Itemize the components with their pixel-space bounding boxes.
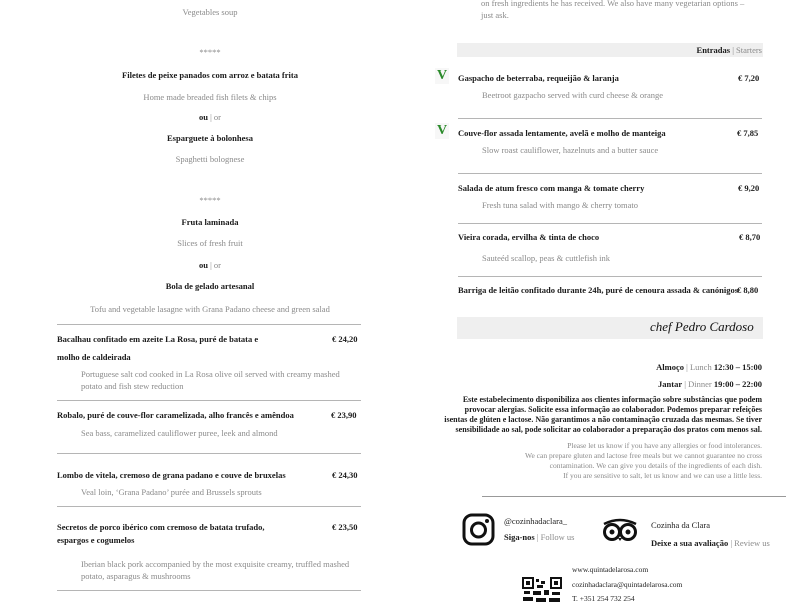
separator: *****: [199, 195, 221, 205]
divider: [57, 324, 361, 325]
dessert-pt: Fruta laminada: [181, 217, 239, 227]
review-en: | Review us: [730, 538, 770, 548]
main-pt: Lombo de vitela, cremoso de grana padano e couve de bruxelas: [57, 470, 286, 480]
starter-pt: Gaspacho de beterraba, requeijão & laranja: [458, 73, 619, 83]
main-price: € 23,90: [331, 410, 357, 420]
starter-en: Fresh tuna salad with mango & cherry tomato: [482, 200, 639, 210]
intro-text: just ask.: [481, 10, 509, 20]
allergy-line: Este estabelecimento disponibiliza aos clientes informação sobre substâncias que podem: [462, 395, 762, 404]
intro-text: on fresh ingredients he has received. We also have many vegetarian options –: [481, 0, 745, 8]
dish-en: Home made breaded fish filets & chips: [143, 92, 277, 102]
main-en: Veal loin, ‘Grana Padano’ purée and Brussels sprouts: [81, 487, 262, 497]
section-title-en: | Starters: [732, 45, 762, 55]
allergy-line: Please let us know if you have any allergies or food intolerances.: [567, 441, 762, 450]
main-price: € 24,20: [332, 334, 358, 344]
review-pt: Deixe a sua avaliação: [651, 538, 729, 548]
dessert-en: Slices of fresh fruit: [177, 238, 243, 248]
starter-price: € 7,85: [737, 128, 759, 138]
follow-pt: Siga-nos: [504, 532, 535, 542]
tofu-en: Tofu and vegetable lasagne with Grana Padano cheese and green salad: [90, 304, 330, 314]
lunch-time: 12:30 – 15:00: [713, 362, 762, 372]
dish-pt: Filetes de peixe panados com arroz e batata frita: [122, 70, 298, 80]
divider: [458, 173, 762, 174]
or: | or: [210, 112, 222, 122]
soup-en: Vegetables soup: [182, 7, 238, 17]
allergy-notice-pt: [444, 395, 762, 435]
dinner-en: | Dinner: [684, 379, 712, 389]
allergy-line: sensibilidade ao sal, pode solicitar ao colaborador a preparação dos pratos com menos sal.: [455, 425, 762, 434]
tripadvisor-owl-icon[interactable]: [602, 518, 638, 542]
email-link[interactable]: cozinhadaclara@quintadelarosa.com: [572, 580, 683, 589]
starter-price: € 8,80: [737, 285, 759, 295]
divider: [458, 276, 762, 277]
main-pt: espargos e cogumelos: [57, 535, 135, 545]
starter-pt: Salada de atum fresco com manga & tomate cherry: [458, 183, 645, 193]
main-pt: Secretos de porco ibérico com cremoso de batata trufado,: [57, 522, 265, 532]
main-price: € 23,50: [332, 522, 358, 532]
starter-price: € 7,20: [738, 73, 760, 83]
chef-name: chef Pedro Cardoso: [650, 319, 754, 334]
vegetarian-icon: V: [436, 123, 448, 138]
allergy-line: provocar alergias. Solicite essa informação ao colaborador. Podemos preparar refeições: [464, 405, 762, 414]
instagram-handle[interactable]: @cozinhadaclara_: [504, 516, 568, 526]
main-en: Iberian black pork accompanied by the most exquisite creamy, truffled mashed: [81, 559, 350, 569]
dinner-hours: [658, 379, 762, 389]
starter-pt: Couve-flor assada lentamente, avelã e molho de manteiga: [458, 128, 666, 138]
section-title-pt: Entradas: [696, 45, 731, 55]
divider: [458, 223, 762, 224]
main-en: potato and fish stew reduction: [81, 381, 184, 391]
starter-price: € 8,70: [739, 232, 761, 242]
main-en: Sea bass, caramelized cauliflower puree, leek and almond: [81, 428, 278, 438]
starter-pt: Barriga de leitão confitado durante 24h, puré de cenoura assada & canónigos: [458, 285, 739, 295]
dessert-pt: Bola de gelado artesanal: [165, 281, 255, 291]
allergy-line: We can prepare gluten and lactose free meals but we cannot guarantee no cross: [525, 451, 762, 460]
divider: [458, 118, 762, 119]
website-link[interactable]: www.quintadelarosa.com: [572, 565, 649, 574]
separator: *****: [199, 47, 221, 57]
main-price: € 24,30: [332, 470, 358, 480]
lunch-pt: Almoço: [656, 362, 685, 372]
or: | or: [210, 260, 222, 270]
allergy-line: If you are sensitive to salt, let us know and we can use a little less.: [563, 471, 762, 480]
qr-code-icon: [522, 577, 562, 603]
starter-en: Sauteéd scallop, peas & cuttlefish ink: [482, 253, 610, 263]
lunch-hours: [656, 362, 762, 372]
dinner-time: 19:00 – 22:00: [713, 379, 762, 389]
starter-en: Beetroot gazpacho served with curd cheese & orange: [482, 90, 664, 100]
vegetarian-icon: V: [436, 68, 448, 83]
lunch-en: | Lunch: [686, 362, 712, 372]
ou: ou: [198, 112, 208, 122]
divider: [482, 496, 786, 497]
ou: ou: [198, 260, 208, 270]
starter-pt: Vieira corada, ervilha & tinta de choco: [458, 232, 600, 242]
divider: [57, 453, 361, 454]
or-divider: [199, 112, 221, 122]
dinner-pt: Jantar: [658, 379, 683, 389]
main-en: potato, asparagus & mushrooms: [81, 571, 191, 581]
dish-en: Spaghetti bolognese: [175, 154, 245, 164]
allergy-line: isentas de glúten e lactose. Não garantimos a não contaminação cruzada das mesmas. Se tiver: [444, 415, 762, 424]
tripadvisor-name[interactable]: Cozinha da Clara: [651, 520, 711, 530]
allergy-line: contamination. We can give you details of the ingredients of each dish.: [549, 461, 762, 470]
main-pt: Robalo, puré de couve-flor caramelizada, alho francês e amêndoa: [57, 410, 294, 420]
allergy-notice-en: [525, 441, 762, 481]
phone: T. +351 254 732 254: [572, 594, 635, 603]
dish-pt: Esparguete à bolonhesa: [167, 133, 253, 143]
starter-en: Slow roast cauliflower, hazelnuts and a butter sauce: [482, 145, 659, 155]
starter-price: € 9,20: [738, 183, 760, 193]
main-en: Portuguese salt cod cooked in La Rosa olive oil served with creamy mashed: [81, 369, 340, 379]
instagram-icon[interactable]: [462, 513, 495, 546]
review-us[interactable]: [651, 538, 770, 548]
main-pt: Bacalhau confitado em azeite La Rosa, puré de batata e: [57, 334, 259, 344]
follow-us[interactable]: [504, 532, 574, 542]
divider: [57, 590, 361, 591]
divider: [57, 400, 361, 401]
or-divider: [199, 260, 221, 270]
divider: [57, 506, 361, 507]
follow-en: | Follow us: [536, 532, 575, 542]
main-pt: molho de caldeirada: [57, 352, 131, 362]
section-title: [697, 45, 762, 55]
